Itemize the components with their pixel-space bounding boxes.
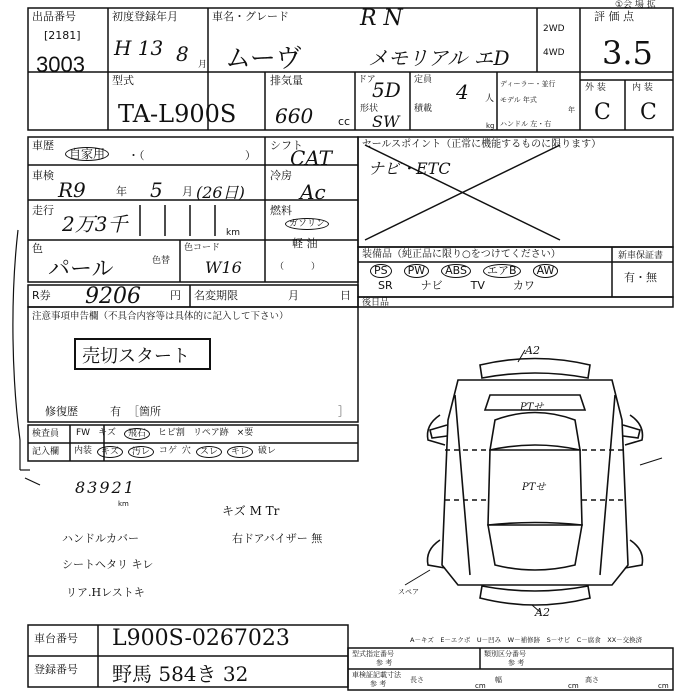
form-number-label: 型式指定番号 xyxy=(352,650,394,658)
history-label: 車歴 xyxy=(32,139,54,152)
color-label: 色 xyxy=(32,242,43,255)
reg-limit-month: 月 xyxy=(288,289,299,302)
color-value: パール xyxy=(48,257,114,282)
class-number-label: 類別区分番号 xyxy=(484,650,526,658)
handwritten-line-2: シートヘタリ キレ xyxy=(62,558,154,571)
shape-value: SW xyxy=(372,112,400,131)
drive-2wd: 2WD xyxy=(543,24,565,34)
inspector-int-hole: 穴 xyxy=(181,446,191,456)
inspection-era: R9 xyxy=(58,178,86,202)
equipment-tv: TV xyxy=(470,279,485,292)
model-year-unit: 年 xyxy=(568,106,575,114)
inspector-row-1 xyxy=(76,428,253,440)
diagram-pt-roof: PTせ xyxy=(522,482,546,493)
chassis-label: 車台番号 xyxy=(34,632,78,645)
inspector-chip: 飛石 xyxy=(124,428,150,440)
repair-history-label: 修復歴 xyxy=(45,405,78,418)
equipment-navi: ナビ xyxy=(420,279,443,292)
inspector-interior: 内装 xyxy=(74,446,93,456)
reg-number-label: 登録番号 xyxy=(34,663,78,676)
yen-unit: 円 xyxy=(170,289,181,302)
first-registration-month: 8 xyxy=(176,42,189,66)
load-label: 積載 xyxy=(414,104,433,114)
chassis-value: L900S-0267023 xyxy=(112,626,290,651)
handwritten-line-3: リア.Hレストキ xyxy=(66,586,145,599)
notes-stamp: 売切スタート xyxy=(82,346,190,367)
repair-history-value: 有 xyxy=(110,405,121,418)
equipment-abs: ABS xyxy=(441,264,471,278)
dims-label: 車検証記載寸法 xyxy=(352,671,401,679)
dims-width-cm: cm xyxy=(568,682,579,690)
warranty-label: 新車保証書 xyxy=(618,251,664,261)
inspection-month-unit: 月 xyxy=(182,185,193,198)
inspector-int-burn: コゲ xyxy=(158,446,177,456)
lot-code: [2181] xyxy=(44,29,81,42)
exterior-value: C xyxy=(594,100,611,125)
shift-label: シフト xyxy=(270,139,303,152)
inspector-int-wear: スレ xyxy=(196,446,222,458)
first-registration-label: 初度登録年月 xyxy=(112,10,178,23)
displacement-label: 排気量 xyxy=(270,74,303,87)
displacement-value: 660 xyxy=(275,104,314,128)
equipment-row-2 xyxy=(378,280,535,292)
diagram-pt-front: PTせ xyxy=(520,402,544,413)
dims-height-cm: cm xyxy=(658,682,669,690)
doors-label: ドア xyxy=(358,75,376,85)
equipment-airbag: エアB xyxy=(483,264,521,278)
cooler-value: Ac xyxy=(300,180,326,204)
fuel-label: 燃料 xyxy=(270,204,292,217)
inspector-crack: ヒビ割 xyxy=(157,428,185,438)
interior-label: 内 装 xyxy=(632,83,653,93)
car-grade: メモリアル エD xyxy=(368,46,510,70)
inspector-int-dirt: 汚レ xyxy=(128,446,154,458)
shift-value: CAT xyxy=(290,146,332,170)
color-code-label: 色コード xyxy=(184,243,221,253)
entry-label: 記入欄 xyxy=(32,447,60,457)
equipment-label: 装備品（純正品に限り○をつけてください） xyxy=(362,249,561,260)
interior-value: C xyxy=(640,100,657,125)
inspection-month: 5 xyxy=(150,178,163,202)
exterior-label: 外 装 xyxy=(585,83,606,93)
kg-unit: kg xyxy=(486,122,495,130)
later-docs-label: 後日品 xyxy=(362,298,390,308)
capacity-value: 4 xyxy=(456,80,469,104)
lot-number-label: 出品番号 xyxy=(32,10,76,23)
equipment-sr: SR xyxy=(378,279,393,292)
shape-label: 形状 xyxy=(360,104,379,114)
equipment-leather: カワ xyxy=(512,279,535,292)
color-code-value: W16 xyxy=(205,258,242,277)
diagram-legend: A－キズ E－エクボ U－凹み W－補修跡 S－サビ C－腐食 XX－交換済 xyxy=(410,636,643,644)
handwritten-odometer: 83921 xyxy=(75,478,136,497)
capacity-unit: 人 xyxy=(485,94,495,104)
dealer-label: ディーラー・並行 xyxy=(500,80,556,88)
equipment-row-1 xyxy=(370,264,558,278)
handwritten-right-2: 右ドアバイザー 無 xyxy=(232,532,323,545)
dims-height: 高さ xyxy=(585,676,599,684)
model-year-label: モデル 年式 xyxy=(500,96,537,104)
cc-unit: cc xyxy=(338,115,351,128)
repair-history-close: ］ xyxy=(338,405,349,418)
handwritten-right-1: キズ M Tr xyxy=(222,504,280,518)
cooler-label: 冷房 xyxy=(270,169,292,182)
corner-note: ①会 場 拡 xyxy=(615,0,656,10)
class-number-ref: 参 考 xyxy=(508,659,525,667)
mileage-label: 走行 xyxy=(32,204,54,217)
handle-label: ハンドル 左・右 xyxy=(500,120,552,128)
top-handwriting: R N xyxy=(360,6,403,31)
fuel-gasoline: ガソリン xyxy=(285,218,329,230)
first-registration-year: H 13 xyxy=(114,36,164,60)
equipment-pw: PW xyxy=(404,264,430,278)
reg-limit-label: 名変期限 xyxy=(194,289,238,302)
diagram-bottom-note: スペア xyxy=(398,588,419,596)
type-value: TA-L900S xyxy=(118,100,237,128)
equipment-aw: AW xyxy=(533,264,559,278)
diagram-a2-bottom: A2 xyxy=(535,606,550,619)
diagram-a2-top: A2 xyxy=(525,344,540,357)
month-unit: 月 xyxy=(198,60,208,70)
handwritten-km: km xyxy=(118,500,129,508)
history-value: 自家用 xyxy=(65,147,109,161)
dims-ref: 参 考 xyxy=(370,680,387,688)
car-name: ムーヴ xyxy=(225,44,302,74)
sales-point-label: セールスポイント（正常に機能するものに限ります） xyxy=(362,139,602,150)
fuel-paren: （ ） xyxy=(275,262,321,272)
form-number-ref: 参 考 xyxy=(376,659,393,667)
inspector-needed: ×要 xyxy=(236,428,254,438)
dims-width: 幅 xyxy=(495,676,502,684)
fuel-diesel: 軽 油 xyxy=(292,237,318,250)
equipment-ps: PS xyxy=(370,264,392,278)
model-name-label: 車名・グレード xyxy=(212,10,289,23)
lot-number: 3003 xyxy=(36,52,85,77)
inspection-day: (26日) xyxy=(196,183,245,202)
doors-value: 5D xyxy=(372,78,401,102)
recycle-label: R券 xyxy=(32,289,51,302)
repair-history-place: ［箇所 xyxy=(128,405,161,418)
color-orig-label: 色替 xyxy=(152,256,171,266)
notes-label: 注意事項申告欄（不具合内容等は具体的に記入して下さい） xyxy=(32,311,289,322)
reg-number-value: 野馬 584き 32 xyxy=(112,662,249,686)
history-paren-close: ） xyxy=(245,149,256,162)
history-paren: ・（ xyxy=(128,149,145,162)
handwritten-line-1: ハンドルカバー xyxy=(62,532,139,545)
sales-point-value: ナビ・ETC xyxy=(368,159,451,178)
reg-limit-day: 日 xyxy=(340,289,351,302)
drive-4wd: 4WD xyxy=(543,48,565,58)
type-label: 型式 xyxy=(112,74,134,87)
inspector-int-scratch: キズ xyxy=(97,446,123,458)
score-value: 3.5 xyxy=(602,34,653,72)
capacity-label: 定員 xyxy=(414,75,433,85)
recycle-value: 9206 xyxy=(85,284,141,309)
warranty-value: 有・無 xyxy=(624,271,657,284)
inspector-scratch: キズ xyxy=(98,428,116,438)
inspector-int-tear: 破レ xyxy=(257,446,276,456)
inspector-repair-mark: リペア跡 xyxy=(192,428,229,438)
inspector-int-cut: キレ xyxy=(227,446,253,458)
mileage-value: 2万3千 xyxy=(62,212,128,236)
dims-length-cm: cm xyxy=(475,682,486,690)
score-label: 評 価 点 xyxy=(594,10,634,23)
inspector-row-2 xyxy=(74,446,276,458)
dims-length: 長さ xyxy=(410,676,424,684)
inspection-label: 車検 xyxy=(32,169,54,182)
inspection-year-unit: 年 xyxy=(116,185,127,198)
mileage-unit: km xyxy=(226,228,240,238)
inspector-label: 検査員 xyxy=(32,429,60,439)
inspector-fw: FW xyxy=(76,428,91,438)
